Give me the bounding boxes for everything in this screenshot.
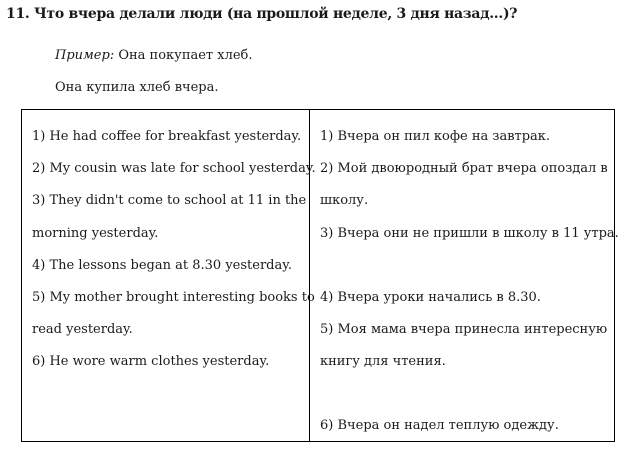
exercise-heading: 11. Что вчера делали люди (на прошлой неделе, 3 дня назад...)?	[6, 6, 518, 22]
russian-line: 3) Вчера они не пришли в школу в 11 утра.	[320, 226, 619, 241]
english-line: 6) He wore warm clothes yesterday.	[32, 354, 270, 369]
english-column	[22, 110, 316, 441]
english-line: 1) He had coffee for breakfast yesterday.	[32, 129, 302, 144]
example-past-line: Она купила хлеб вчера.	[55, 80, 219, 95]
english-line: morning yesterday.	[32, 226, 159, 241]
example-present-text: Она покупает хлеб.	[114, 48, 253, 63]
english-line: 3) They didn't come to school at 11 in the	[32, 193, 307, 208]
english-line: 4) The lessons began at 8.30 yesterday.	[32, 258, 292, 273]
russian-line: книгу для чтения.	[320, 354, 446, 369]
russian-line: 4) Вчера уроки начались в 8.30.	[320, 290, 541, 305]
russian-line: школу.	[320, 193, 369, 208]
russian-line: 1) Вчера он пил кофе на завтрак.	[320, 129, 551, 144]
russian-line: 2) Мой двоюродный брат вчера опоздал в	[320, 161, 608, 176]
example-label: Пример:	[55, 48, 115, 63]
english-line: read yesterday.	[32, 322, 133, 337]
russian-line: 6) Вчера он надел теплую одежду.	[320, 418, 559, 433]
answer-table	[21, 109, 619, 442]
russian-column	[310, 110, 619, 441]
english-line: 5) My mother brought interesting books to	[32, 290, 315, 305]
example-present-line	[55, 48, 253, 63]
english-line: 2) My cousin was late for school yesterday.	[32, 161, 316, 176]
russian-line: 5) Моя мама вчера принесла интересную	[320, 322, 608, 337]
